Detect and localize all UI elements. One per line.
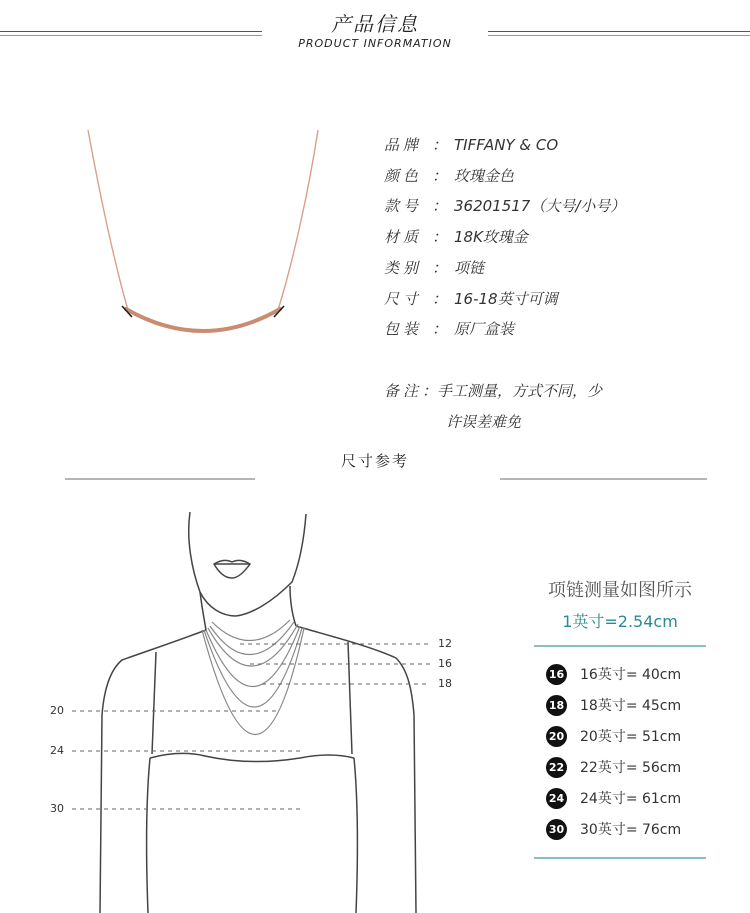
spec-colon: ：: [432, 320, 448, 339]
label-16: 16: [438, 657, 452, 670]
spec-key: 类别: [384, 258, 423, 277]
label-20: 20: [50, 704, 64, 717]
note-label: 备注: [384, 382, 423, 400]
necklace-20: [206, 626, 300, 687]
note-text-2: 许误差难免: [446, 413, 522, 431]
neck-right: [290, 586, 296, 626]
spec-key: 款号: [384, 197, 423, 216]
strap-right: [348, 642, 352, 754]
spec-row: [384, 288, 558, 309]
size-row: [546, 694, 681, 716]
spec-key: 颜色: [384, 166, 423, 185]
spec-value: 16-18英寸可调: [454, 289, 558, 308]
necklace-12: [212, 620, 290, 641]
measure-rule-bottom: [534, 857, 706, 859]
necklace-chain-right: [278, 130, 318, 310]
label-18: 18: [438, 677, 452, 690]
shoulder-right: [296, 626, 416, 913]
spec-colon: ：: [432, 228, 448, 247]
note-text-1: 手工测量，方式不同，少: [437, 382, 603, 400]
size-text: 18英寸= 45cm: [580, 698, 682, 714]
size-row: [546, 756, 681, 778]
spec-key: 包装: [384, 320, 423, 339]
size-row: [546, 663, 681, 685]
label-12: 12: [438, 637, 452, 650]
size-row: [546, 725, 681, 747]
necklace-length-diagram: [0, 500, 500, 913]
size-badge: 18: [546, 695, 567, 716]
spec-key: 材质: [384, 228, 423, 247]
page-subtitle: PRODUCT INFORMATION: [298, 37, 452, 50]
spec-key: 尺寸: [384, 289, 423, 308]
size-text: 24英寸= 61cm: [580, 791, 682, 807]
necklace-smile-pendant: [126, 309, 280, 331]
spec-key: 品牌: [384, 136, 423, 154]
page-title: 产品信息: [331, 12, 419, 36]
spec-colon: ：: [432, 166, 448, 185]
size-text: 30英寸= 76cm: [580, 822, 682, 838]
label-24: 24: [50, 744, 64, 757]
note-colon: ：: [422, 382, 438, 400]
size-text: 20英寸= 51cm: [580, 729, 682, 745]
armpit-left: [147, 758, 150, 913]
spec-value: 原厂盒装: [454, 320, 515, 339]
spec-value: 36201517（大号/小号）: [454, 197, 626, 216]
size-badge: 30: [546, 819, 567, 840]
strap-left: [152, 652, 156, 754]
spec-value: 项链: [454, 258, 485, 277]
size-row: [546, 818, 681, 840]
spec-row: [384, 134, 558, 155]
spec-value: 18K玫瑰金: [454, 228, 528, 247]
spec-value: 玫瑰金色: [454, 166, 515, 185]
spec-row: [384, 165, 514, 186]
spec-colon: ：: [432, 258, 448, 277]
measure-unit: 1英寸=2.54cm: [562, 612, 678, 631]
top-edge: [150, 753, 354, 761]
size-badge: 22: [546, 757, 567, 778]
size-rule-left: [65, 478, 255, 480]
spec-value: TIFFANY & CO: [454, 136, 559, 154]
spec-row: [384, 226, 528, 247]
spec-row: [384, 257, 484, 278]
measure-rule-top: [534, 645, 706, 647]
spec-colon: ：: [432, 197, 448, 216]
label-30: 30: [50, 802, 64, 815]
size-reference-title: 尺寸参考: [340, 452, 409, 470]
size-rule-right: [500, 478, 707, 480]
size-badge: 16: [546, 664, 567, 685]
shoulder-left: [100, 630, 206, 913]
armpit-right: [354, 758, 357, 913]
necklace-chain-left: [88, 130, 128, 310]
necklace-image: [80, 125, 330, 350]
size-text: 22英寸= 56cm: [580, 760, 682, 776]
spec-row: [384, 318, 514, 339]
size-text: 16英寸= 40cm: [580, 667, 682, 683]
note-line-1: [384, 380, 602, 401]
lips: [214, 560, 250, 578]
spec-colon: ：: [432, 136, 448, 154]
size-row: [546, 787, 681, 809]
measure-title: 项链测量如图所示: [548, 580, 692, 601]
size-badge: 24: [546, 788, 567, 809]
spec-row: [384, 195, 625, 216]
spec-colon: ：: [432, 289, 448, 308]
size-badge: 20: [546, 726, 567, 747]
